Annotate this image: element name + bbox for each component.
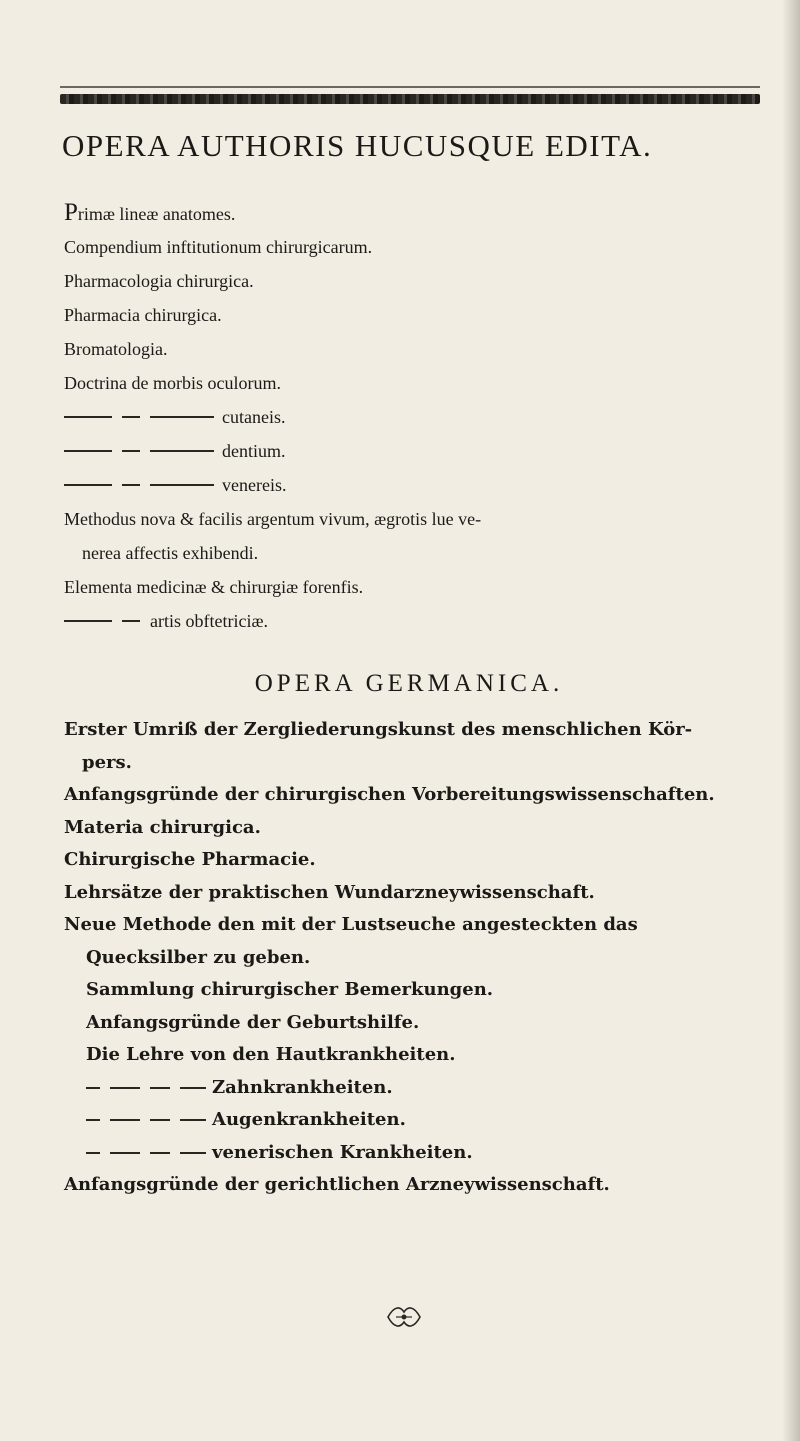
- ditto-dash: [150, 416, 214, 418]
- ditto-dash: [180, 1087, 206, 1089]
- german-sub-item: [64, 1137, 764, 1170]
- latin-item: Doctrina de morbis oculorum.: [64, 373, 281, 393]
- ditto-dash: [86, 1087, 100, 1089]
- latin-sub-item-artis: [64, 604, 754, 638]
- latin-sub-item: [64, 400, 754, 434]
- latin-item-elementa: Elementa medicinæ & chirurgiæ forenfis.: [64, 577, 364, 597]
- german-item: Anfangsgründe der chirurgischen Vorbereitungswissenschaften.: [64, 784, 715, 805]
- drop-initial: P: [64, 199, 78, 226]
- ditto-dash: [150, 1152, 170, 1154]
- latin-item-methodus: Methodus nova & facilis argentum vivum, ægrotis lue ve-: [64, 509, 482, 529]
- ditto-dash: [180, 1119, 206, 1121]
- german-item: Sammlung chirurgischer Bemerkungen.: [86, 979, 494, 1000]
- latin-sub-item-text: artis obftetriciæ.: [150, 611, 268, 631]
- german-item: Neue Methode den mit der Lustseuche angesteckten das: [64, 914, 638, 935]
- ditto-dash: [110, 1087, 140, 1089]
- latin-sub-item-text: cutaneis.: [222, 407, 286, 427]
- fleuron-ornament-icon: [384, 1302, 424, 1332]
- german-item: Chirurgische Pharmacie.: [64, 849, 316, 870]
- ditto-dash: [110, 1152, 140, 1154]
- ditto-dash: [64, 450, 112, 452]
- german-sub-item-text: venerischen Krankheiten.: [212, 1141, 473, 1163]
- latin-sub-item: [64, 468, 754, 502]
- top-thin-rule: [60, 86, 760, 88]
- latin-works-list: [64, 196, 754, 638]
- latin-item-prima: [64, 196, 754, 230]
- ditto-dash: [122, 484, 140, 486]
- german-item: Lehrsätze der praktischen Wundarzneywissenschaft.: [64, 881, 595, 903]
- latin-item: Pharmacologia chirurgica.: [64, 271, 254, 291]
- ditto-dash: [64, 416, 112, 418]
- german-item-cont: pers.: [82, 751, 132, 773]
- ditto-dash: [86, 1152, 100, 1154]
- ditto-dash: [64, 484, 112, 486]
- latin-item-prima-text: rimæ lineæ anatomes.: [77, 204, 236, 224]
- latin-item-methodus-cont: nerea affectis exhibendi.: [82, 543, 259, 563]
- ditto-dash: [122, 620, 140, 622]
- german-sub-item: [64, 1104, 764, 1137]
- german-item-cont: Quecksilber zu geben.: [86, 946, 311, 968]
- latin-item: Pharmacia chirurgica.: [64, 305, 222, 325]
- latin-sub-item-text: venereis.: [222, 475, 287, 495]
- german-sub-item-text: Zahnkrankheiten.: [212, 1076, 393, 1098]
- ditto-dash: [86, 1119, 100, 1121]
- ditto-dash: [150, 450, 214, 452]
- german-item: Anfangsgründe der gerichtlichen Arzneywissenschaft.: [64, 1174, 610, 1195]
- latin-sub-item-text: dentium.: [222, 441, 286, 461]
- german-sub-item-text: Augenkrankheiten.: [212, 1109, 406, 1130]
- german-sub-item: [64, 1072, 764, 1105]
- ditto-dash: [64, 620, 112, 622]
- latin-sub-item: [64, 434, 754, 468]
- ditto-dash: [150, 1087, 170, 1089]
- german-item: Die Lehre von den Hautkrankheiten.: [86, 1044, 456, 1065]
- latin-item: Bromatologia.: [64, 339, 168, 359]
- page-edge-shadow: [782, 0, 800, 1441]
- ditto-dash: [150, 1119, 170, 1121]
- ditto-dash: [150, 484, 214, 486]
- german-works-list: [64, 714, 764, 1202]
- latin-item: Compendium inftitutionum chirurgicarum.: [64, 237, 373, 257]
- ditto-dash: [122, 450, 140, 452]
- german-item: Materia chirurgica.: [64, 816, 261, 838]
- page-title: OPERA AUTHORIS HUCUSQUE EDITA.: [62, 128, 653, 163]
- ditto-dash: [180, 1152, 206, 1154]
- ditto-dash: [122, 416, 140, 418]
- ditto-dash: [110, 1119, 140, 1121]
- top-ornamental-rule: [60, 94, 760, 104]
- german-item: Anfangsgründe der Geburtshilfe.: [86, 1011, 420, 1033]
- germanica-heading: OPERA GERMANICA.: [254, 670, 564, 697]
- german-item: Erster Umriß der Zergliederungskunst des menschlichen Kör-: [64, 719, 693, 740]
